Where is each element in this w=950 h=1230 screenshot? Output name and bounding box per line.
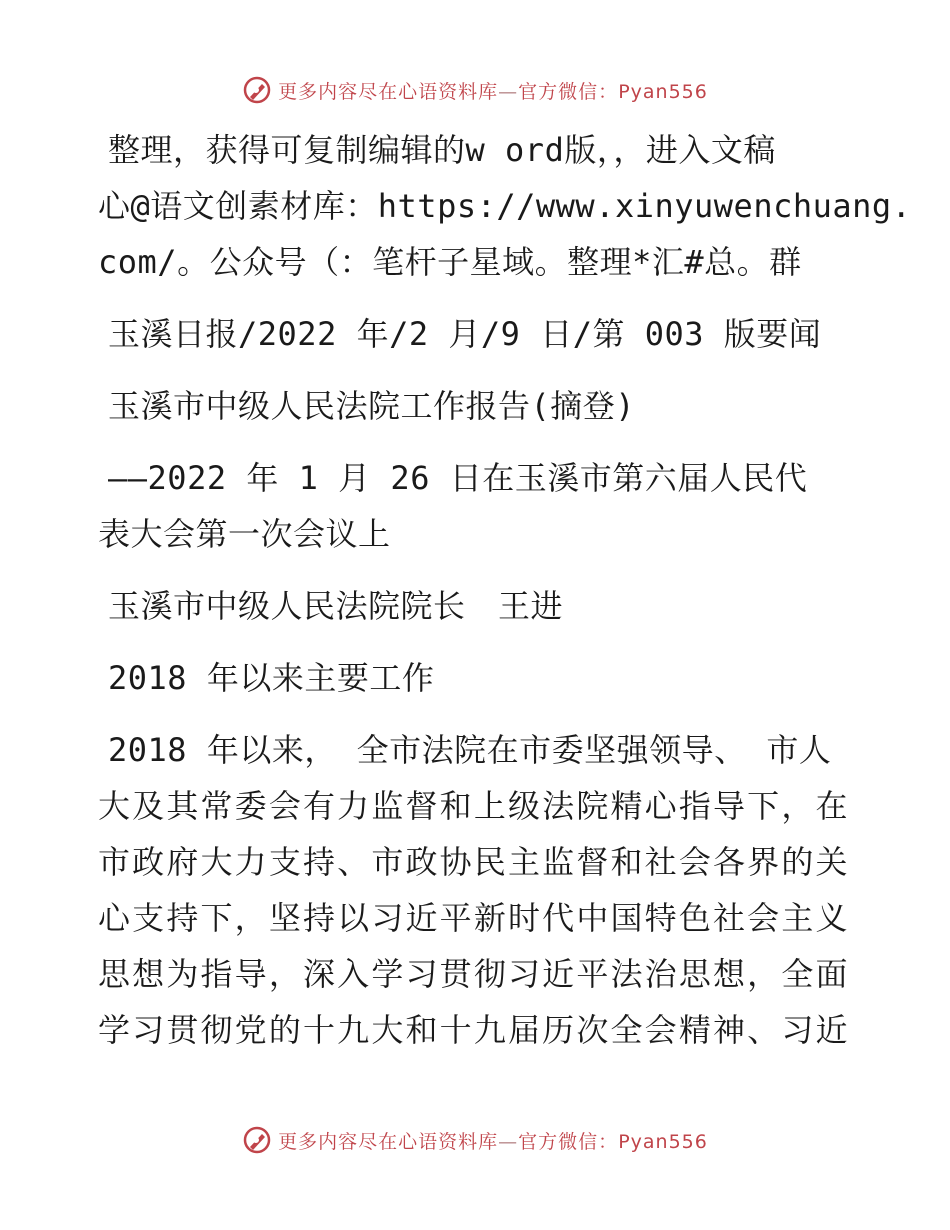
- banner-text: [278, 1127, 708, 1154]
- footer-banner: [0, 1120, 950, 1160]
- banner-official-label: 官方微信：: [518, 1130, 619, 1153]
- body-line: 思想为指导，深入学习贯彻习近平法治思想，全面: [98, 955, 848, 993]
- section-heading: 2018 年以来主要工作: [108, 659, 435, 697]
- document-body: [98, 122, 912, 1058]
- circle-pen-logo-icon: [242, 75, 272, 105]
- circle-pen-logo-icon: [242, 1125, 272, 1155]
- subtitle-line: 表大会第一次会议上: [98, 515, 391, 553]
- promo-line: 心@语文创素材库：https://www.xinyuwenchuang.: [98, 187, 912, 225]
- body-line: 2018 年以来， 全市法院在市委坚强领导、 市人: [108, 731, 832, 769]
- body-line: 大及其常委会有力监督和上级法院精心指导下，在: [98, 787, 848, 825]
- banner-main-text: 更多内容尽在心语资料库: [278, 1130, 499, 1153]
- promo-line: 整理，获得可复制编辑的w ord版，，进入文稿: [108, 131, 776, 169]
- banner-main-text: 更多内容尽在心语资料库: [278, 80, 499, 103]
- subtitle-line: ——2022 年 1 月 26 日在玉溪市第六届人民代: [108, 459, 808, 497]
- promo-line: com/。公众号（：笔杆子星域。整理*汇#总。群: [98, 243, 802, 281]
- banner-wechat-id: Pyan556: [618, 1130, 708, 1153]
- body-line: 心支持下，坚持以习近平新时代中国特色社会主义: [98, 899, 848, 937]
- source-line: 玉溪日报/2022 年/2 月/9 日/第 003 版要闻: [108, 315, 822, 353]
- document-title: 玉溪市中级人民法院工作报告(摘登): [108, 387, 636, 425]
- author-line: 玉溪市中级人民法院院长 王进: [108, 587, 564, 625]
- body-line: 市政府大力支持、市政协民主监督和社会各界的关: [98, 843, 848, 881]
- banner-text: [278, 77, 708, 104]
- header-banner: [0, 70, 950, 110]
- banner-wechat-id: Pyan556: [618, 80, 708, 103]
- banner-separator: —: [498, 1130, 519, 1153]
- banner-separator: —: [498, 80, 519, 103]
- body-line: 学习贯彻党的十九大和十九届历次全会精神、习近: [98, 1011, 848, 1049]
- banner-official-label: 官方微信：: [518, 80, 619, 103]
